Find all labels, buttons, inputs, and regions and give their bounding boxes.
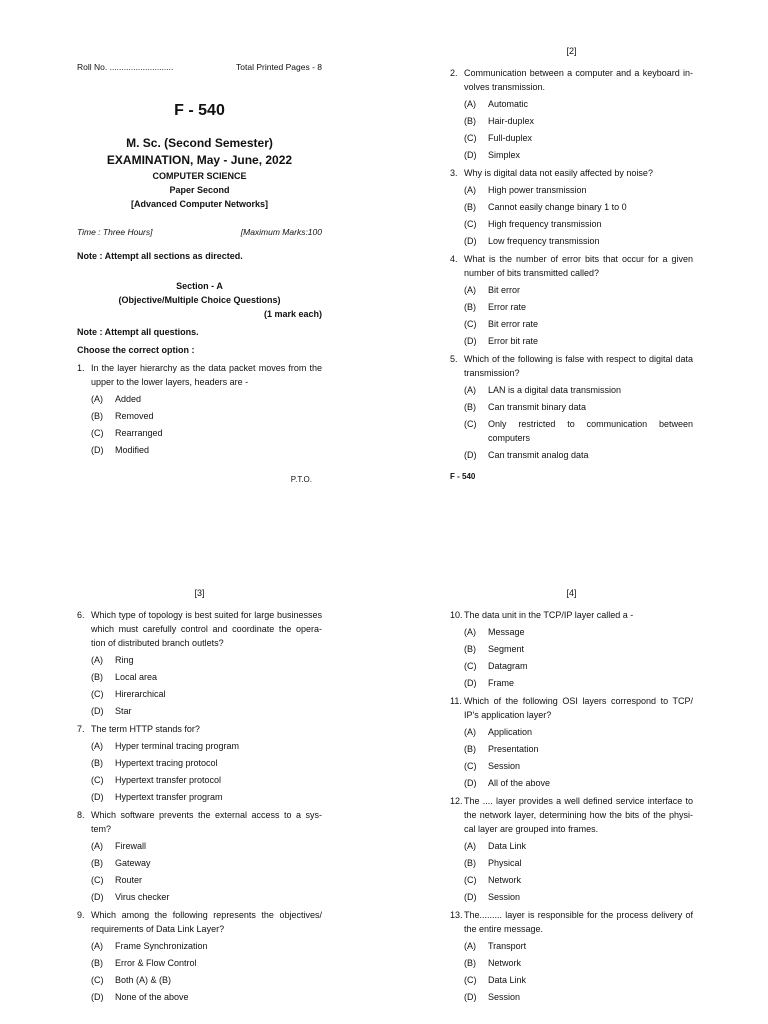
question-number: 13. [450, 910, 463, 920]
answer-option [91, 973, 322, 987]
question-text: Which of the following OSI layers correspond to TCP/ IP's application layer? [464, 696, 693, 720]
answer-option [91, 409, 322, 423]
question-number: 6. [77, 610, 85, 620]
question-list [77, 361, 322, 457]
option-letter: (B) [464, 644, 476, 654]
paper-title: [Advanced Computer Networks] [130, 199, 269, 209]
option-text: Error rate [488, 302, 527, 312]
question-number: 7. [77, 724, 85, 734]
answer-option [464, 890, 693, 904]
answer-option [464, 97, 693, 111]
question-number: 4. [450, 254, 458, 264]
question [450, 66, 693, 94]
option-text: Modified [115, 445, 150, 455]
option-letter: (C) [464, 875, 477, 885]
section-subheading: (Objective/Multiple Choice Questions) [118, 295, 281, 305]
option-text: Low frequency transmission [488, 236, 600, 246]
answer-option [464, 839, 693, 853]
option-letter: (A) [91, 741, 103, 751]
answer-option [464, 776, 693, 790]
option-letter: (C) [91, 875, 104, 885]
answer-option [91, 739, 322, 753]
option-letter: (A) [464, 841, 476, 851]
option-text: Can transmit binary data [488, 402, 587, 412]
option-letter: (D) [464, 992, 477, 1002]
option-letter: (C) [464, 761, 477, 771]
answer-option [91, 392, 322, 406]
option-text: None of the above [115, 992, 189, 1002]
answer-option [91, 873, 322, 887]
option-text: Hirerarchical [115, 689, 166, 699]
answer-option [91, 956, 322, 970]
question [450, 694, 693, 722]
roll-no: Roll No. ........................... [77, 62, 174, 72]
answer-option [464, 742, 693, 756]
option-text: All of the above [488, 778, 551, 788]
option-text: Hypertext transfer protocol [115, 775, 222, 785]
option-text: Network [488, 958, 522, 968]
option-text: Cannot easily change binary 1 to 0 [488, 202, 627, 212]
question-number: 2. [450, 68, 458, 78]
question-text: In the layer hierarchy as the data packet moves from the upper to the lower layers, headers are - [91, 363, 322, 387]
answer-option [91, 443, 322, 457]
option-letter: (C) [91, 689, 104, 699]
answer-option [91, 890, 322, 904]
option-letter: (B) [91, 758, 103, 768]
option-text: Firewall [115, 841, 147, 851]
paper-code: F - 540 [174, 102, 225, 119]
option-letter: (B) [91, 958, 103, 968]
answer-option [464, 856, 693, 870]
answer-option [464, 448, 693, 462]
option-text: Error bit rate [488, 336, 539, 346]
question-number: 1. [77, 363, 85, 373]
option-letter: (D) [91, 706, 104, 716]
option-letter: (D) [464, 450, 477, 460]
answer-option [91, 773, 322, 787]
paper-number: Paper Second [169, 185, 230, 195]
option-text: Star [115, 706, 132, 716]
option-text: High power transmission [488, 185, 587, 195]
answer-option [464, 400, 693, 414]
answer-option [464, 131, 693, 145]
option-text: Removed [115, 411, 154, 421]
answer-option [464, 759, 693, 773]
option-letter: (A) [464, 941, 476, 951]
exam-page-2 [450, 44, 693, 484]
question [77, 908, 322, 936]
option-letter: (A) [464, 627, 476, 637]
option-letter: (C) [464, 319, 477, 329]
option-letter: (C) [464, 975, 477, 985]
option-text: Only restricted to communication between computers [488, 419, 693, 443]
option-letter: (B) [464, 858, 476, 868]
exam-page-1 [77, 60, 322, 487]
option-text: Bit error rate [488, 319, 539, 329]
option-letter: (D) [91, 445, 104, 455]
option-letter: (B) [464, 402, 476, 412]
subject: COMPUTER SCIENCE [152, 171, 247, 181]
option-text: Hypertext tracing protocol [115, 758, 218, 768]
answer-option [464, 300, 693, 314]
option-letter: (C) [464, 133, 477, 143]
question-number: 5. [450, 354, 458, 364]
option-letter: (A) [464, 185, 476, 195]
option-text: Session [488, 892, 521, 902]
option-text: Added [115, 394, 142, 404]
answer-option [464, 659, 693, 673]
option-text: Session [488, 992, 521, 1002]
option-letter: (D) [464, 236, 477, 246]
option-text: Automatic [488, 99, 529, 109]
time-marks-row [77, 225, 322, 239]
answer-option [91, 856, 322, 870]
option-letter: (C) [91, 775, 104, 785]
option-letter: (D) [464, 678, 477, 688]
question [450, 794, 693, 836]
option-letter: (A) [464, 285, 476, 295]
option-text: Application [488, 727, 533, 737]
option-text: Local area [115, 672, 158, 682]
answer-option [464, 383, 693, 397]
exam-page-3 [77, 586, 322, 1004]
option-text: Message [488, 627, 525, 637]
option-text: Full-duplex [488, 133, 533, 143]
option-letter: (C) [91, 975, 104, 985]
general-note: Note : Attempt all sections as directed. [77, 251, 243, 261]
option-letter: (C) [464, 661, 477, 671]
page-number: [2] [566, 46, 577, 56]
option-text: Bit error [488, 285, 521, 295]
option-text: Frame [488, 678, 515, 688]
answer-option [464, 642, 693, 656]
option-letter: (B) [464, 116, 476, 126]
option-text: Datagram [488, 661, 528, 671]
option-letter: (C) [464, 419, 477, 429]
answer-option [91, 704, 322, 718]
option-text: Simplex [488, 150, 521, 160]
page-number: [4] [566, 588, 577, 598]
option-letter: (A) [91, 941, 103, 951]
option-text: Presentation [488, 744, 539, 754]
question-text: The .... layer provides a well defined service interface to the network layer, determining how the bits of the physi- cal layer are grouped into frames. [464, 796, 693, 834]
option-text: Hair-duplex [488, 116, 535, 126]
answer-option [464, 200, 693, 214]
option-letter: (B) [464, 958, 476, 968]
question [450, 608, 693, 622]
total-printed-pages: Total Printed Pages - 8 [236, 62, 322, 72]
option-letter: (B) [464, 202, 476, 212]
question-list [450, 608, 693, 1004]
question-text: Why is digital data not easily affected by noise? [464, 168, 653, 178]
answer-option [464, 956, 693, 970]
pto-label: P.T.O. [290, 475, 312, 484]
option-letter: (B) [91, 858, 103, 868]
option-letter: (A) [91, 394, 103, 404]
option-text: Both (A) & (B) [115, 975, 172, 985]
option-letter: (B) [464, 744, 476, 754]
option-text: Hyper terminal tracing program [115, 741, 240, 751]
question-number: 11. [450, 696, 462, 706]
question-text: The term HTTP stands for? [91, 724, 200, 734]
option-letter: (D) [464, 150, 477, 160]
option-text: Gateway [115, 858, 151, 868]
option-text: Can transmit analog data [488, 450, 589, 460]
question-number: 9. [77, 910, 85, 920]
answer-option [464, 973, 693, 987]
answer-option [91, 756, 322, 770]
answer-option [91, 990, 322, 1004]
option-letter: (B) [91, 672, 103, 682]
question-text: Which among the following represents the objectives/ requirements of Data Link Layer? [91, 910, 322, 934]
choose-instruction: Choose the correct option : [77, 345, 195, 355]
option-letter: (D) [464, 892, 477, 902]
question [77, 608, 322, 650]
option-letter: (A) [91, 655, 103, 665]
option-letter: (D) [91, 892, 104, 902]
question-text: Communication between a computer and a keyboard in- volves transmission. [464, 68, 693, 92]
option-text: Data Link [488, 841, 527, 851]
question-list [450, 66, 693, 462]
option-text: Frame Synchronization [115, 941, 208, 951]
option-letter: (A) [91, 841, 103, 851]
option-text: Error & Flow Control [115, 958, 197, 968]
answer-option [91, 670, 322, 684]
option-text: Hypertext transfer program [115, 792, 223, 802]
answer-option [91, 939, 322, 953]
answer-option [91, 839, 322, 853]
marks-each: (1 mark each) [263, 309, 322, 319]
answer-option [464, 676, 693, 690]
question-list [77, 608, 322, 1004]
question-text: What is the number of error bits that occur for a given number of bits transmitted called? [464, 254, 693, 278]
answer-option [91, 653, 322, 667]
answer-option [91, 426, 322, 440]
option-letter: (C) [91, 428, 104, 438]
option-letter: (B) [464, 302, 476, 312]
question [77, 361, 322, 389]
option-text: Network [488, 875, 522, 885]
page-header [77, 60, 322, 74]
option-letter: (A) [464, 385, 476, 395]
page-number: [3] [194, 588, 205, 598]
question-text: Which software prevents the external access to a sys- tem? [91, 810, 322, 834]
question-number: 12. [450, 796, 463, 806]
option-letter: (D) [464, 336, 477, 346]
option-letter: (D) [91, 992, 104, 1002]
option-letter: (D) [91, 792, 104, 802]
section-heading: Section - A [176, 281, 223, 291]
answer-option [91, 687, 322, 701]
exam-title: EXAMINATION, May - June, 2022 [106, 153, 293, 167]
option-letter: (A) [464, 727, 476, 737]
question-number: 8. [77, 810, 85, 820]
option-text: Data Link [488, 975, 527, 985]
answer-option [464, 283, 693, 297]
question [450, 252, 693, 280]
section-note: Note : Attempt all questions. [77, 327, 199, 337]
option-text: Physical [488, 858, 522, 868]
question-text: Which type of topology is best suited for large businesses which must carefully control and coordinate the opera- tion of distributed branch outlets? [91, 610, 322, 648]
option-text: Router [115, 875, 143, 885]
answer-option [464, 725, 693, 739]
question-text: Which of the following is false with respect to digital data transmission? [464, 354, 693, 378]
option-text: LAN is a digital data transmission [488, 385, 622, 395]
option-text: Session [488, 761, 521, 771]
option-text: Ring [115, 655, 134, 665]
answer-option [464, 234, 693, 248]
option-letter: (A) [464, 99, 476, 109]
question-number: 3. [450, 168, 458, 178]
answer-option [464, 114, 693, 128]
option-text: Segment [488, 644, 525, 654]
option-text: Virus checker [115, 892, 170, 902]
maximum-marks: [Maximum Marks:100 [240, 227, 322, 237]
exam-page-4 [450, 586, 693, 1004]
question [77, 808, 322, 836]
question-number: 10. [450, 610, 463, 620]
answer-option [464, 183, 693, 197]
question-text: The data unit in the TCP/IP layer called a - [464, 610, 634, 620]
question [77, 722, 322, 736]
option-text: Rearranged [115, 428, 163, 438]
option-letter: (D) [464, 778, 477, 788]
answer-option [464, 990, 693, 1004]
answer-option [464, 625, 693, 639]
option-letter: (C) [464, 219, 477, 229]
question [450, 352, 693, 380]
answer-option [464, 939, 693, 953]
option-letter: (B) [91, 411, 103, 421]
answer-option [464, 317, 693, 331]
question [450, 908, 693, 936]
answer-option [464, 417, 693, 445]
answer-option [91, 790, 322, 804]
answer-option [464, 148, 693, 162]
time-allowed: Time : Three Hours] [77, 227, 153, 237]
footer-paper-code: F - 540 [450, 472, 476, 481]
answer-option [464, 217, 693, 231]
answer-option [464, 873, 693, 887]
answer-option [464, 334, 693, 348]
question-text: The......... layer is responsible for the process delivery of the entire message. [464, 910, 693, 934]
question [450, 166, 693, 180]
course-title: M. Sc. (Second Semester) [126, 136, 273, 150]
option-text: High frequency transmission [488, 219, 602, 229]
option-text: Transport [488, 941, 527, 951]
